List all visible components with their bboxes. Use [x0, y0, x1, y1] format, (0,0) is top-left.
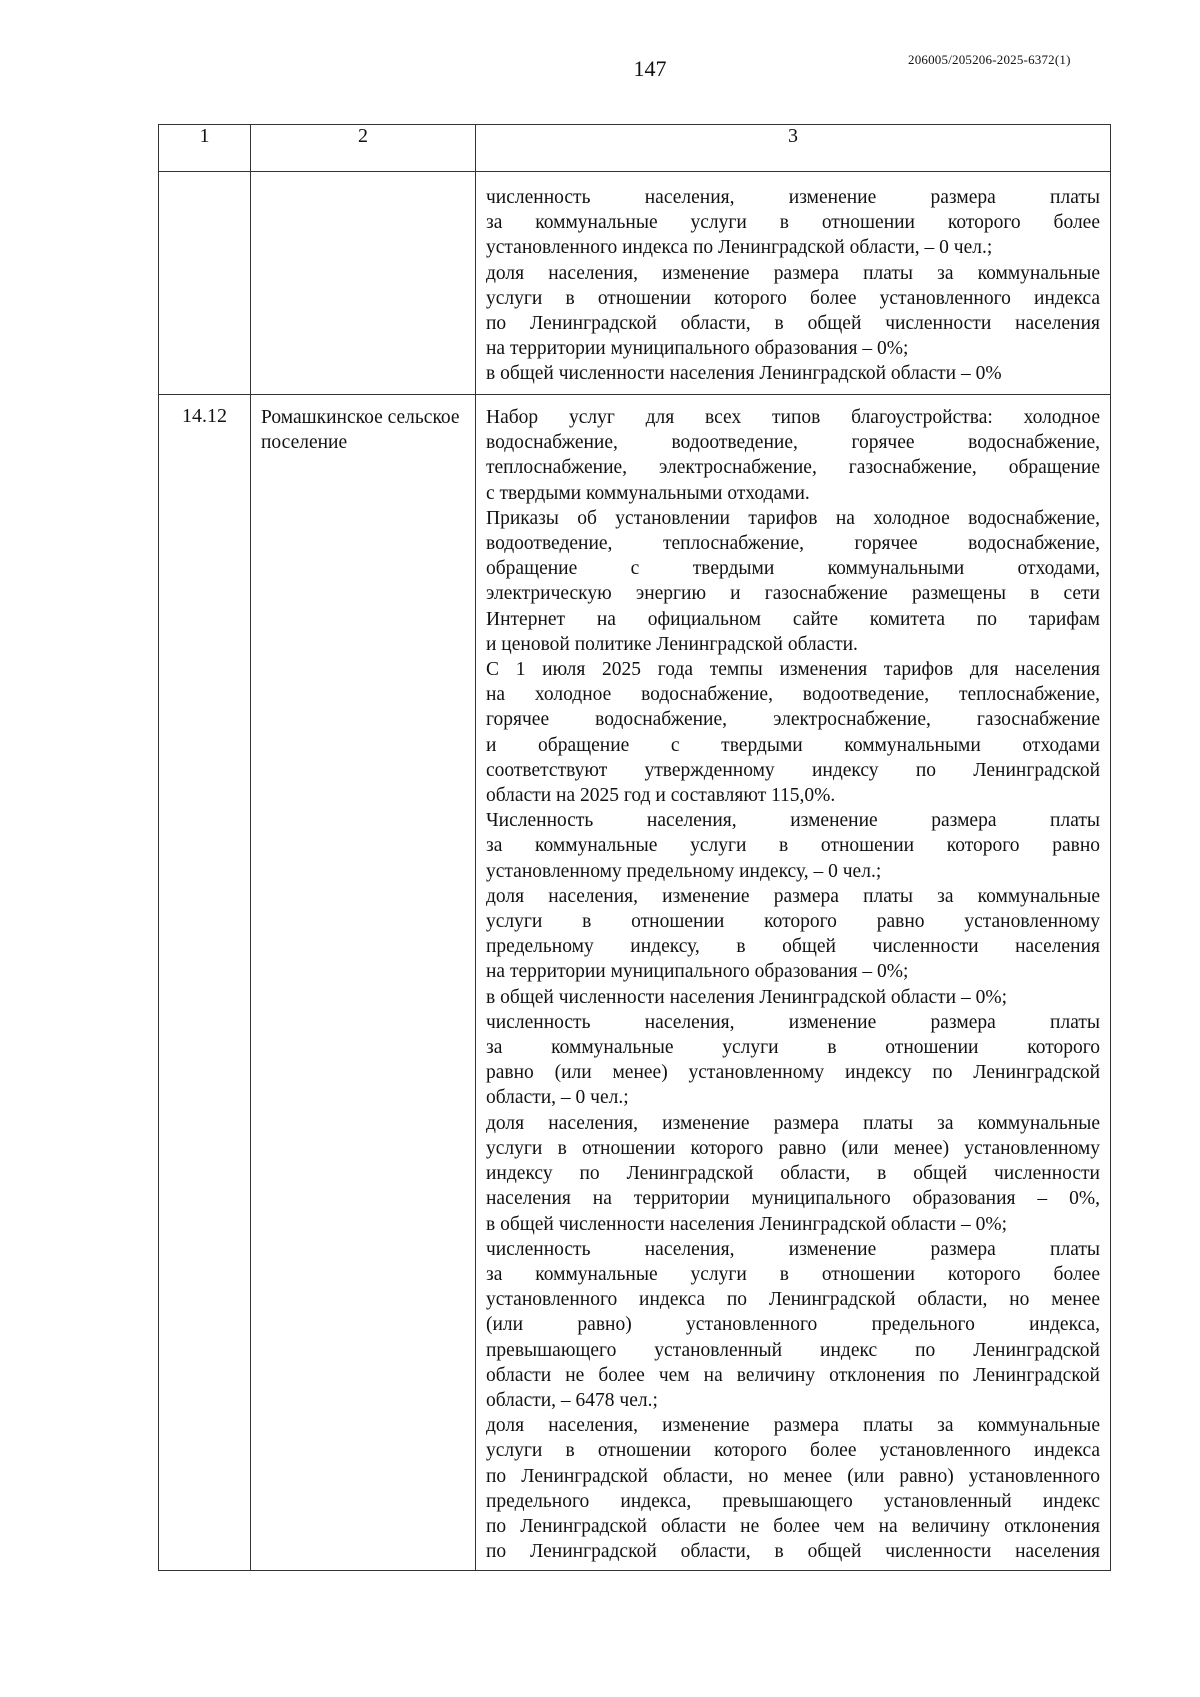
continuation-cell-text — [476, 172, 1111, 395]
text-line: превышающего установленный индекс по Ленинградской — [486, 1339, 1100, 1361]
text-line: с твердыми коммунальными отходами. — [486, 482, 810, 504]
text-line: С 1 июля 2025 года темпы изменения тарифов для населения — [486, 659, 1100, 681]
text-line: Набор услуг для всех типов благоустройства: холодное — [486, 407, 1100, 428]
column-header-2: 2 — [251, 125, 476, 172]
text-line: на холодное водоснабжение, водоотведение, теплоснабжение, — [486, 684, 1100, 706]
data-table — [158, 124, 1111, 1571]
text-line: за коммунальные услуги в отношении которого более — [486, 1263, 1100, 1285]
text-line: по Ленинградской области, но менее (или равно) установленного — [486, 1465, 1100, 1487]
continuation-cell-name — [251, 172, 476, 395]
text-line: услуги в отношении которого более установленного индекса — [486, 287, 1100, 309]
text-line: в общей численности населения Ленинградской области – 0%; — [486, 986, 1008, 1008]
text-line: доля населения, изменение размера платы за коммунальные — [486, 1415, 1100, 1437]
text-line: в общей численности населения Ленинградской области – 0%; — [486, 1213, 1008, 1235]
text-line: услуги в отношении которого более установленного индекса — [486, 1440, 1100, 1462]
text-line: и обращение с твердыми коммунальными отходами — [486, 734, 1100, 756]
row-description-cell — [476, 395, 1111, 1571]
text-line: области не более чем на величину отклонения по Ленинградской — [486, 1364, 1100, 1386]
text-line: установленного индекса по Ленинградской области, но менее — [486, 1289, 1100, 1311]
text-line: водоотведение, теплоснабжение, горячее водоснабжение, — [486, 533, 1100, 555]
column-header-3: 3 — [476, 125, 1111, 172]
text-line: за коммунальные услуги в отношении которого — [486, 1037, 1100, 1059]
text-line: соответствуют утвержденному индексу по Ленинградской — [486, 759, 1100, 781]
row-description-text — [476, 395, 1110, 1564]
text-line: услуги в отношении которого равно (или менее) установленному — [486, 1137, 1100, 1159]
text-line: численность населения, изменение размера платы — [486, 1011, 1100, 1033]
text-line: и ценовой политике Ленинградской области. — [486, 633, 858, 655]
column-header-1: 1 — [159, 125, 251, 172]
text-line: электрическую энергию и газоснабжение размещены в сети — [486, 583, 1100, 605]
table-header-row — [159, 125, 1111, 172]
text-line: (или равно) установленного предельного индекса, — [486, 1314, 1100, 1336]
text-line: области на 2025 год и составляют 115,0%. — [486, 785, 836, 807]
text-line: на территории муниципального образования – 0%; — [486, 338, 909, 360]
text-line: на территории муниципального образования – 0%; — [486, 961, 909, 983]
text-line: доля населения, изменение размера платы за коммунальные — [486, 885, 1100, 907]
row-settlement-name: Ромашкинское сельское поселение — [251, 395, 476, 1571]
text-line: численность населения, изменение размера платы — [486, 1238, 1100, 1260]
text-line: доля населения, изменение размера платы за коммунальные — [486, 262, 1100, 284]
text-line: установленному предельному индексу, – 0 чел.; — [486, 860, 882, 882]
table-row-14-12 — [159, 395, 1111, 1571]
text-line: области, – 6478 чел.; — [486, 1389, 658, 1411]
text-line: численность населения, изменение размера платы — [486, 187, 1100, 208]
text-line: предельного индекса, превышающего установленный индекс — [486, 1490, 1100, 1512]
text-line: водоснабжение, водоотведение, горячее водоснабжение, — [486, 432, 1100, 454]
text-line: услуги в отношении которого равно установленному — [486, 911, 1100, 933]
text-line: горячее водоснабжение, электроснабжение, газоснабжение — [486, 709, 1100, 731]
text-line: за коммунальные услуги в отношении которого равно — [486, 835, 1100, 857]
continuation-text — [476, 172, 1110, 387]
row-number: 14.12 — [159, 395, 251, 1571]
text-line: обращение с твердыми коммунальными отходами, — [486, 558, 1100, 580]
text-line: по Ленинградской области, в общей численности населения — [486, 1541, 1100, 1563]
text-line: предельному индексу, в общей численности населения — [486, 936, 1100, 958]
continuation-cell-number — [159, 172, 251, 395]
text-line: Численность населения, изменение размера платы — [486, 810, 1100, 832]
text-line: населения на территории муниципального образования – 0%, — [486, 1188, 1100, 1210]
text-line: области, – 0 чел.; — [486, 1087, 629, 1109]
text-line: установленного индекса по Ленинградской области, – 0 чел.; — [486, 237, 993, 259]
text-line: доля населения, изменение размера платы за коммунальные — [486, 1112, 1100, 1134]
text-line: по Ленинградской области не более чем на величину отклонения — [486, 1515, 1100, 1537]
text-line: индексу по Ленинградской области, в общей численности — [486, 1163, 1100, 1185]
page-number: 147 — [633, 56, 667, 81]
text-line: теплоснабжение, электроснабжение, газоснабжение, обращение — [486, 457, 1100, 479]
text-line: равно (или менее) установленному индексу по Ленинградской — [486, 1062, 1100, 1084]
text-line: в общей численности населения Ленинградской области – 0% — [486, 363, 1002, 385]
text-line: за коммунальные услуги в отношении которого более — [486, 212, 1100, 234]
document-code: 206005/205206-2025-6372(1) — [908, 52, 1071, 67]
text-line: по Ленинградской области, в общей численности населения — [486, 313, 1100, 335]
text-line: Приказы об установлении тарифов на холодное водоснабжение, — [486, 507, 1100, 529]
text-line: Интернет на официальном сайте комитета по тарифам — [486, 608, 1100, 630]
table-row-continuation — [159, 172, 1111, 395]
